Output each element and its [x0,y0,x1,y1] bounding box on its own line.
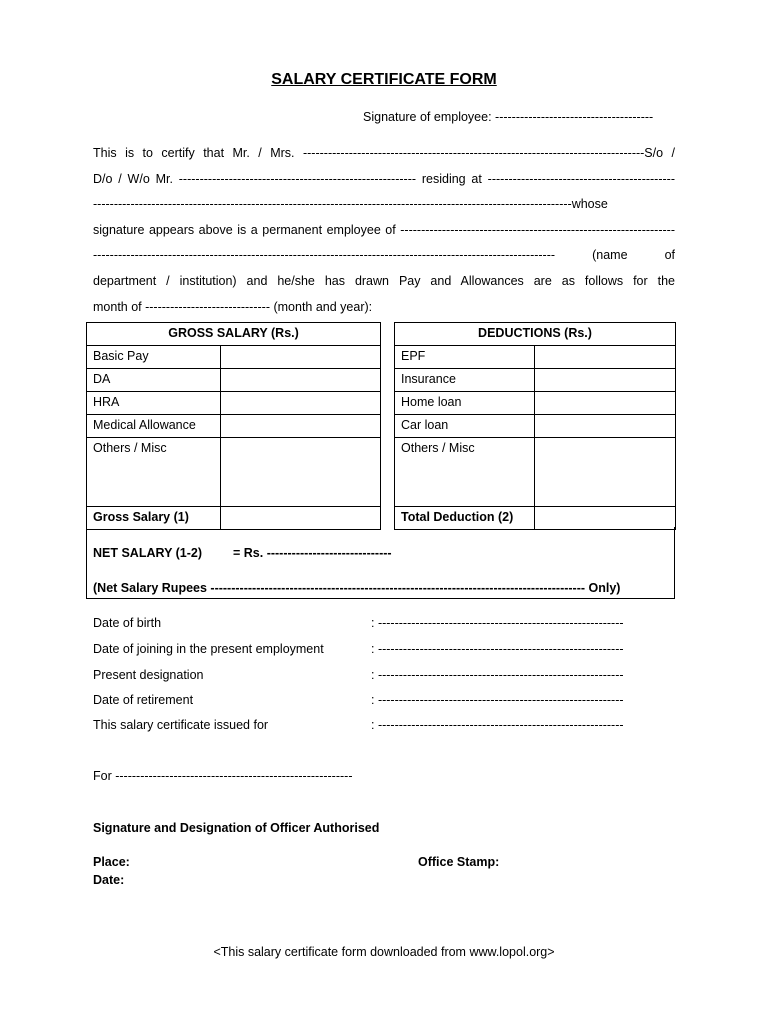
deduction-row-label: Others / Misc [395,438,535,507]
deduction-row-label: EPF [395,346,535,369]
paragraph-line: department / institution) and he/she has drawn Pay and Allowances are as follows for the [93,273,675,288]
detail-label: Date of retirement [93,693,194,707]
gross-row-value[interactable] [221,369,381,392]
deduction-row-label: Home loan [395,392,535,415]
gross-row-label: Others / Misc [87,438,221,507]
deduction-row-value[interactable] [535,369,676,392]
form-title: SALARY CERTIFICATE FORM [271,71,497,88]
gross-row-label: Basic Pay [87,346,221,369]
deduction-row-value[interactable] [535,392,676,415]
gross-row-label: Medical Allowance [87,415,221,438]
office-stamp-label: Office Stamp: [418,855,500,869]
deduction-row-label: Insurance [395,369,535,392]
for-line[interactable]: For --------------------------------------------------------- [93,769,353,783]
paragraph-line: D/o / W/o Mr. --------------------------------------------------------- residing at --------------------------------------------- [93,171,675,186]
date-of-joining-row [93,642,624,656]
footer-note: <This salary certificate form downloaded from www.lopol.org> [213,945,555,959]
present-designation-row [93,668,624,682]
date-label: Date: [93,873,125,887]
deduction-row-value[interactable] [535,438,676,507]
detail-label: Date of joining in the present employment [93,642,324,656]
deductions-table [394,322,676,530]
detail-value[interactable]: : ----------------------------------------------------------- [371,642,624,656]
paragraph-line: --------------------------------------------------------------------------------------------------------------- (name of [93,248,675,263]
gross-row-label: DA [87,369,221,392]
deduction-row-value[interactable] [535,346,676,369]
deduction-total-label: Total Deduction (2) [395,507,535,530]
gross-row-value[interactable] [221,415,381,438]
net-salary-value[interactable]: = Rs. ------------------------------ [233,546,392,560]
detail-value[interactable]: : ----------------------------------------------------------- [371,693,624,707]
deduction-row-label: Car loan [395,415,535,438]
detail-value[interactable]: : ----------------------------------------------------------- [371,616,624,630]
place-label: Place: [93,855,130,869]
gross-row-value[interactable] [221,438,381,507]
gross-row-value[interactable] [221,346,381,369]
gross-salary-header: GROSS SALARY (Rs.) [87,323,381,346]
date-of-retirement-row [93,693,624,707]
detail-label: Present designation [93,668,204,682]
gross-salary-table [86,322,381,530]
deductions-header: DEDUCTIONS (Rs.) [395,323,676,346]
paragraph-line: -------------------------------------------------------------------------------------------------------------------whose [93,197,608,212]
paragraph-line: signature appears above is a permanent employee of ------------------------------------------------------------------ [93,222,675,237]
net-salary-line [93,546,392,560]
detail-value[interactable]: : ----------------------------------------------------------- [371,668,624,682]
deduction-row-value[interactable] [535,415,676,438]
gross-total-label: Gross Salary (1) [87,507,221,530]
detail-label: This salary certificate issued for [93,718,269,732]
net-salary-box [86,527,675,599]
net-salary-rupees[interactable]: (Net Salary Rupees ------------------------------------------------------------------------------------------ Only) [93,581,621,595]
date-of-birth-row [93,616,624,630]
detail-value[interactable]: : ----------------------------------------------------------- [371,718,624,732]
certification-paragraph [93,141,675,320]
net-salary-label: NET SALARY (1-2) [93,546,203,560]
officer-signature-heading: Signature and Designation of Officer Authorised [93,821,380,835]
gross-row-label: HRA [87,392,221,415]
paragraph-line: month of ------------------------------ (month and year): [93,299,373,314]
paragraph-line: This is to certify that Mr. / Mrs. ----------------------------------------------------------------------------------S/o / [93,146,675,160]
gross-row-value[interactable] [221,392,381,415]
detail-label: Date of birth [93,616,162,630]
employee-signature-line: Signature of employee: -------------------------------------- [363,110,654,124]
issued-for-row [93,718,624,732]
